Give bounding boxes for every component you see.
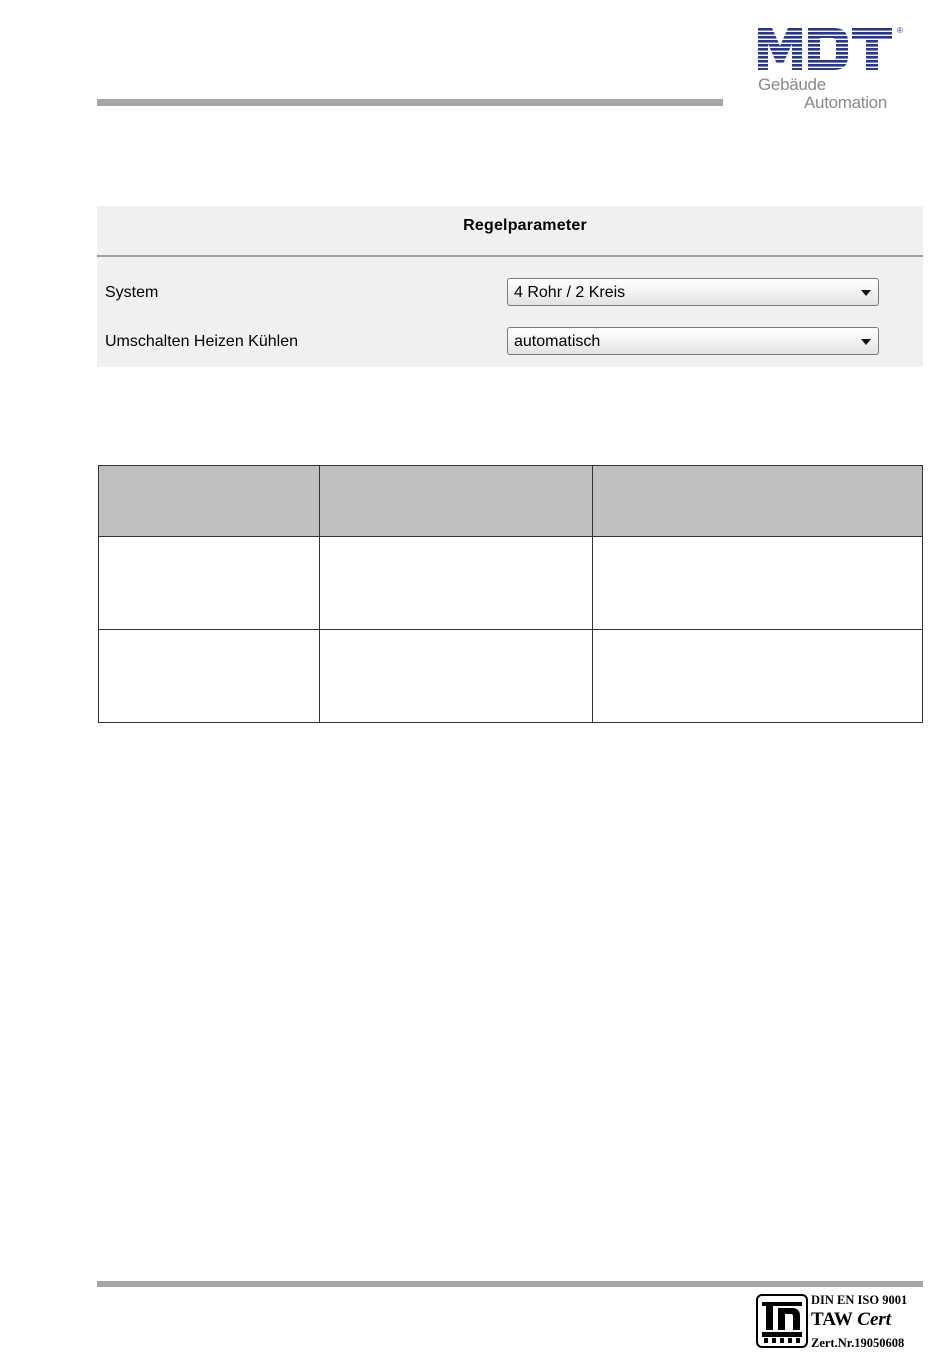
table-cell bbox=[320, 630, 593, 723]
logo-subtitle-automation: Automation bbox=[804, 93, 887, 112]
switch-heating-cooling-select[interactable] bbox=[507, 327, 879, 355]
system-select-value: 4 Rohr / 2 Kreis bbox=[514, 284, 626, 301]
system-label: System bbox=[105, 284, 159, 301]
table-row bbox=[99, 630, 923, 723]
table-cell bbox=[99, 630, 320, 723]
cert-issuer-cert: Cert bbox=[857, 1309, 892, 1330]
cert-standard: DIN EN ISO 9001 bbox=[811, 1293, 908, 1307]
logo-subtitle-gebaeude: Gebäude bbox=[758, 75, 826, 94]
footer-rule bbox=[97, 1281, 923, 1287]
mdt-logo-mark bbox=[754, 24, 894, 72]
switch-heating-cooling-select-value: automatisch bbox=[514, 333, 601, 350]
table-header-cell bbox=[320, 466, 593, 537]
table-cell bbox=[320, 537, 593, 630]
system-select[interactable] bbox=[507, 278, 879, 306]
switch-heating-cooling-label: Umschalten Heizen Kühlen bbox=[105, 333, 298, 350]
chevron-down-icon bbox=[861, 290, 871, 296]
cert-issuer bbox=[811, 1309, 891, 1331]
table-cell bbox=[99, 537, 320, 630]
settings-panel-header bbox=[97, 206, 923, 257]
table-cell bbox=[593, 630, 923, 723]
table-header-row bbox=[99, 466, 923, 537]
chevron-down-icon bbox=[861, 339, 871, 345]
table-row bbox=[99, 537, 923, 630]
taw-cert-logo-icon bbox=[756, 1294, 808, 1348]
table-cell bbox=[593, 537, 923, 630]
cert-number: Zert.Nr.19050608 bbox=[811, 1336, 905, 1350]
mdt-logo bbox=[754, 24, 914, 116]
cert-issuer-taw: TAW bbox=[811, 1309, 853, 1330]
registered-mark: ® bbox=[897, 26, 903, 35]
table-header-cell bbox=[99, 466, 320, 537]
header-rule bbox=[97, 99, 723, 106]
table-header-cell bbox=[593, 466, 923, 537]
certification-badge bbox=[756, 1292, 922, 1352]
settings-panel bbox=[97, 206, 923, 367]
panel-title: Regelparameter bbox=[463, 217, 587, 234]
parameter-table bbox=[98, 465, 923, 723]
